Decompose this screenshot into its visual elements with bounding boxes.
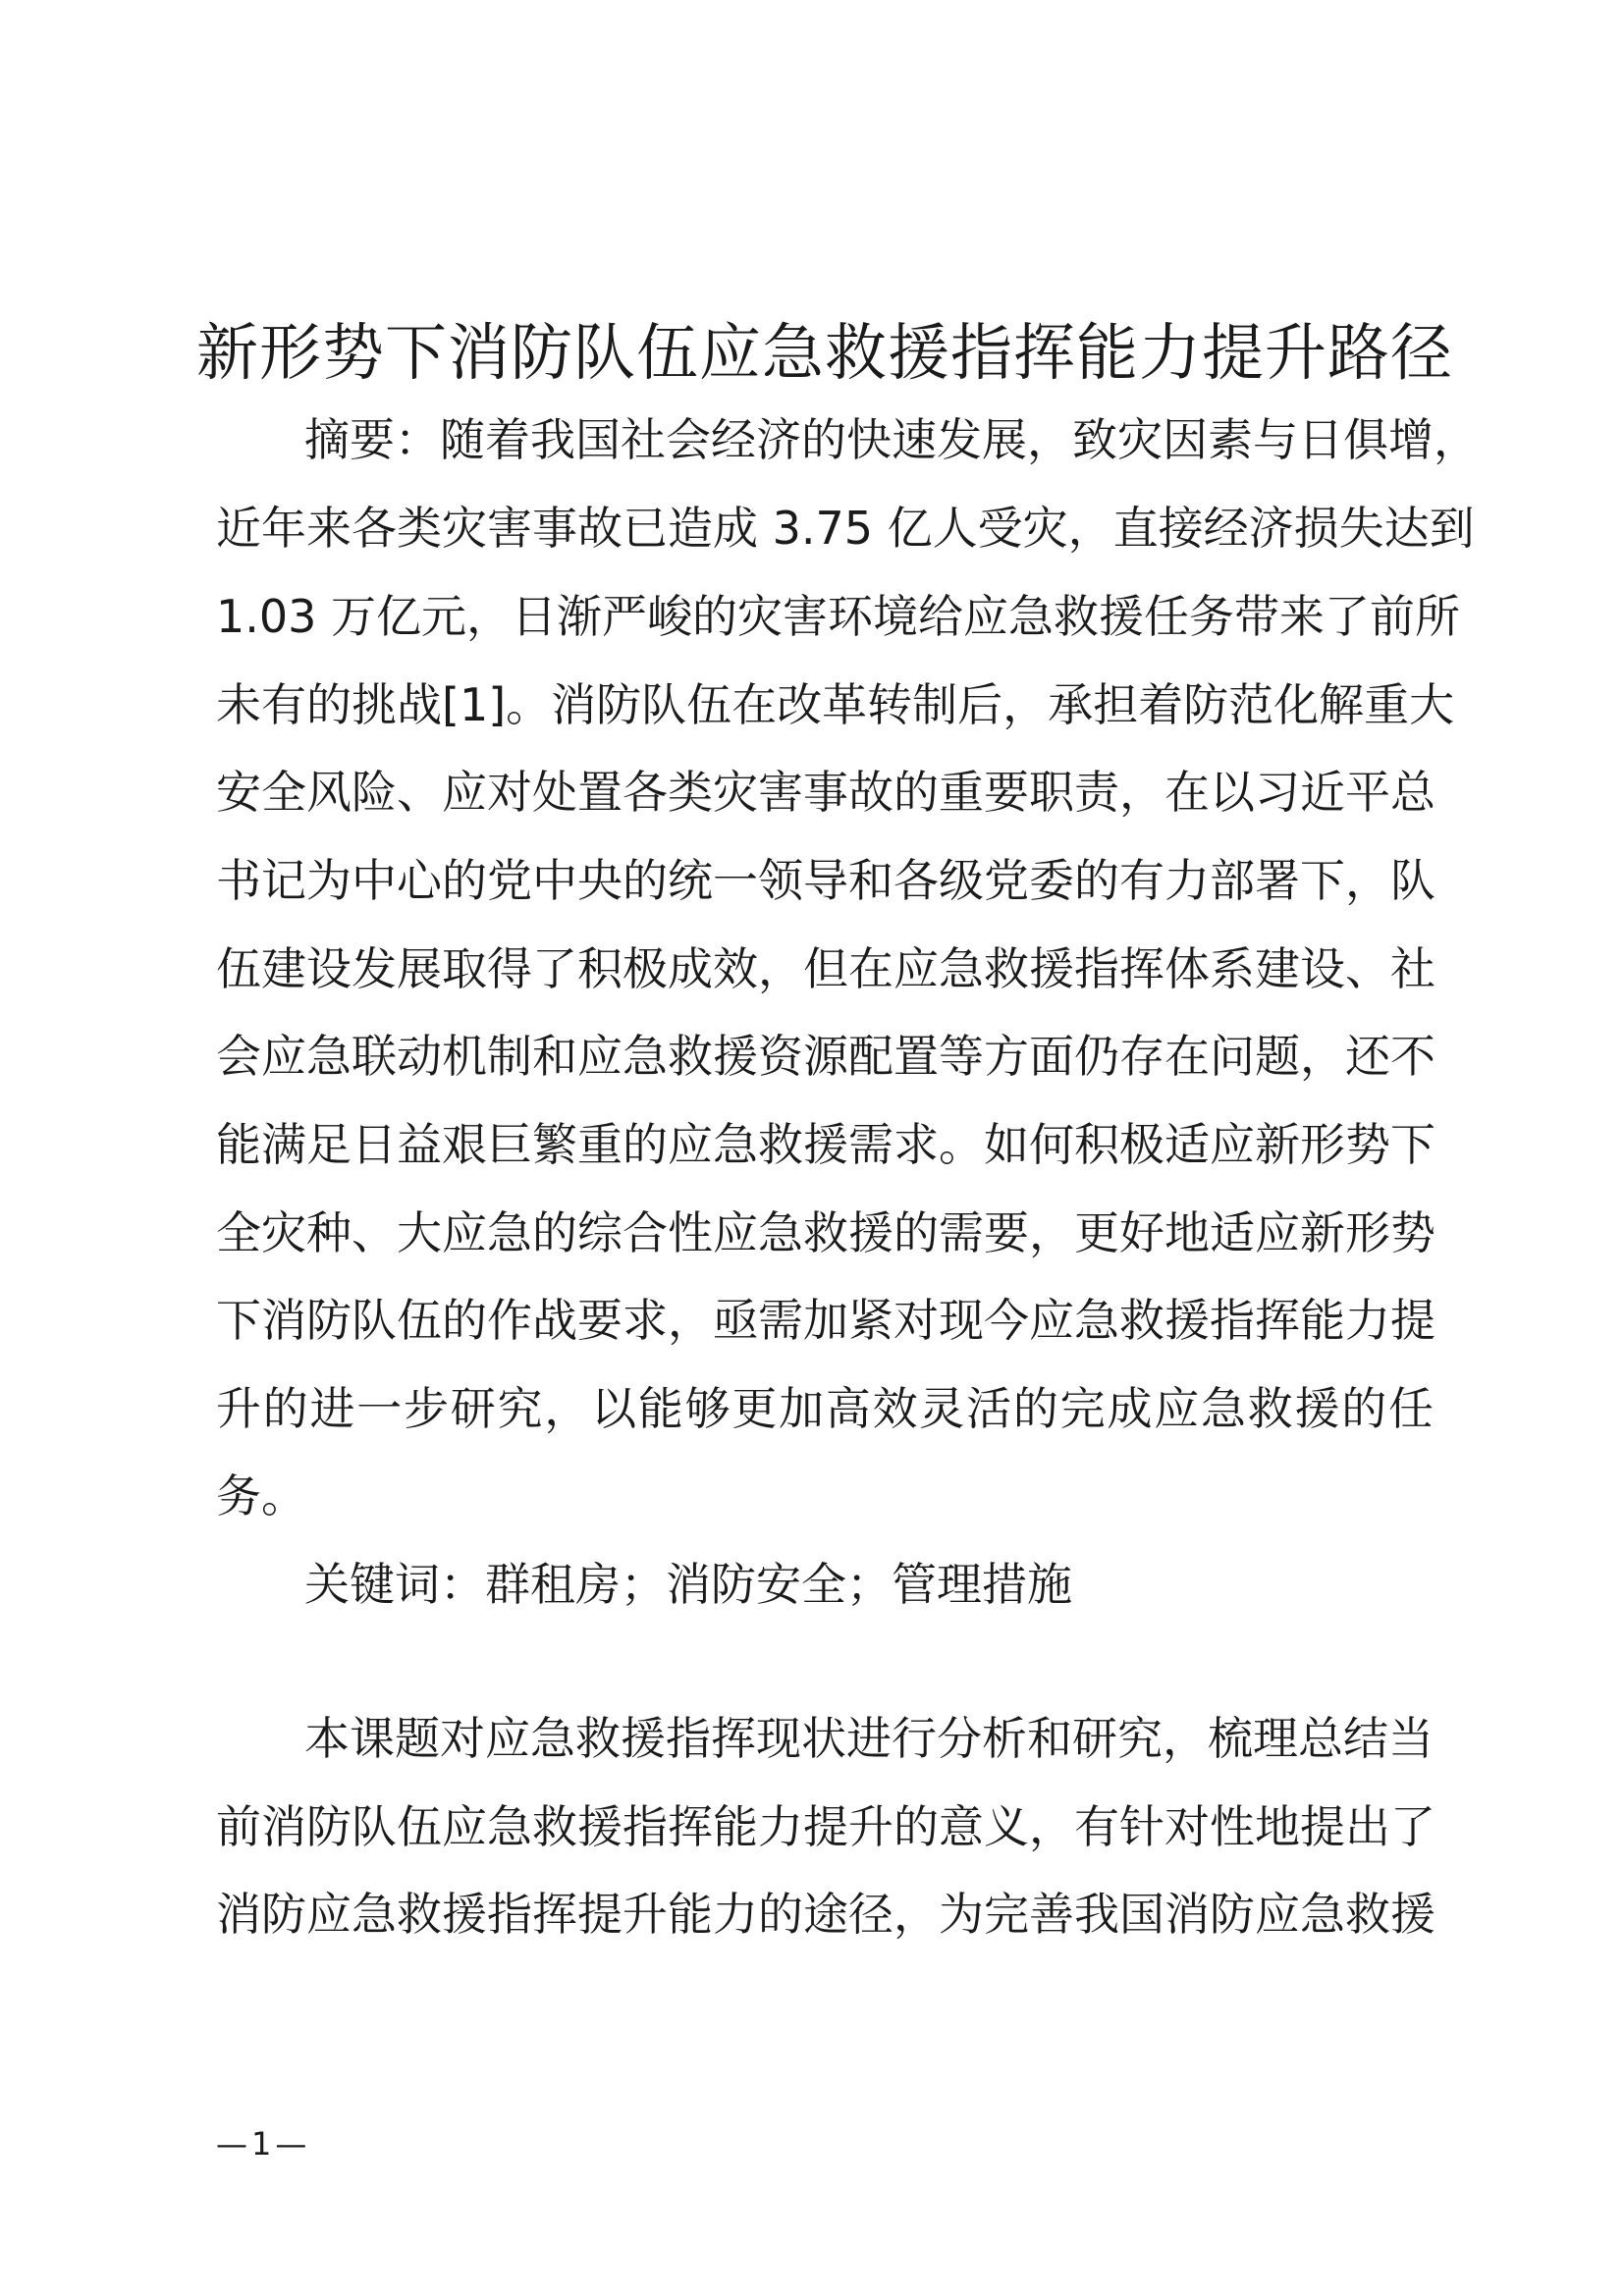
- abstract-line: 近年来各类灾害事故已造成 3.75 亿人受灾，直接经济损失达到: [216, 502, 1475, 555]
- abstract-line: 全灾种、大应急的综合性应急救援的需要，更好地适应新形势: [216, 1206, 1435, 1259]
- abstract-line: 升的进一步研究，以能够更加高效灵活的完成应急救援的任: [216, 1382, 1434, 1435]
- page-number: —1—: [216, 2125, 311, 2163]
- abstract-line: 未有的挑战[1]。消防队伍在改革转制后，承担着防范化解重大: [216, 678, 1455, 731]
- abstract-line: 能满足日益艰巨繁重的应急救援需求。如何积极适应新形势下: [216, 1118, 1435, 1171]
- keywords: 关键词：群租房；消防安全；管理措施: [304, 1558, 1072, 1611]
- abstract-line: 伍建设发展取得了积极成效，但在应急救援指挥体系建设、社: [216, 942, 1435, 995]
- document-title: 新形势下消防队伍应急救援指挥能力提升路径: [196, 317, 1453, 389]
- body-line: 本课题对应急救援指挥现状进行分析和研究，梳理总结当: [304, 1712, 1434, 1765]
- abstract-line: 务。: [216, 1469, 306, 1522]
- abstract-line: 会应急联动机制和应急救援资源配置等方面仍存在问题，还不: [216, 1030, 1435, 1083]
- abstract-line: 安全风险、应对处置各类灾害事故的重要职责，在以习近平总: [216, 766, 1435, 819]
- abstract-line: 下消防队伍的作战要求，亟需加紧对现今应急救援指挥能力提: [216, 1294, 1435, 1347]
- abstract-line: 摘要：随着我国社会经济的快速发展，致灾因素与日俱增，: [304, 413, 1479, 466]
- body-line: 前消防队伍应急救援指挥能力提升的意义，有针对性地提出了: [216, 1800, 1435, 1853]
- abstract-line: 1.03 万亿元，日渐严峻的灾害环境给应急救援任务带来了前所: [216, 590, 1461, 643]
- abstract-line: 书记为中心的党中央的统一领导和各级党委的有力部署下，队: [216, 854, 1435, 907]
- body-line: 消防应急救援指挥提升能力的途径，为完善我国消防应急救援: [216, 1888, 1435, 1941]
